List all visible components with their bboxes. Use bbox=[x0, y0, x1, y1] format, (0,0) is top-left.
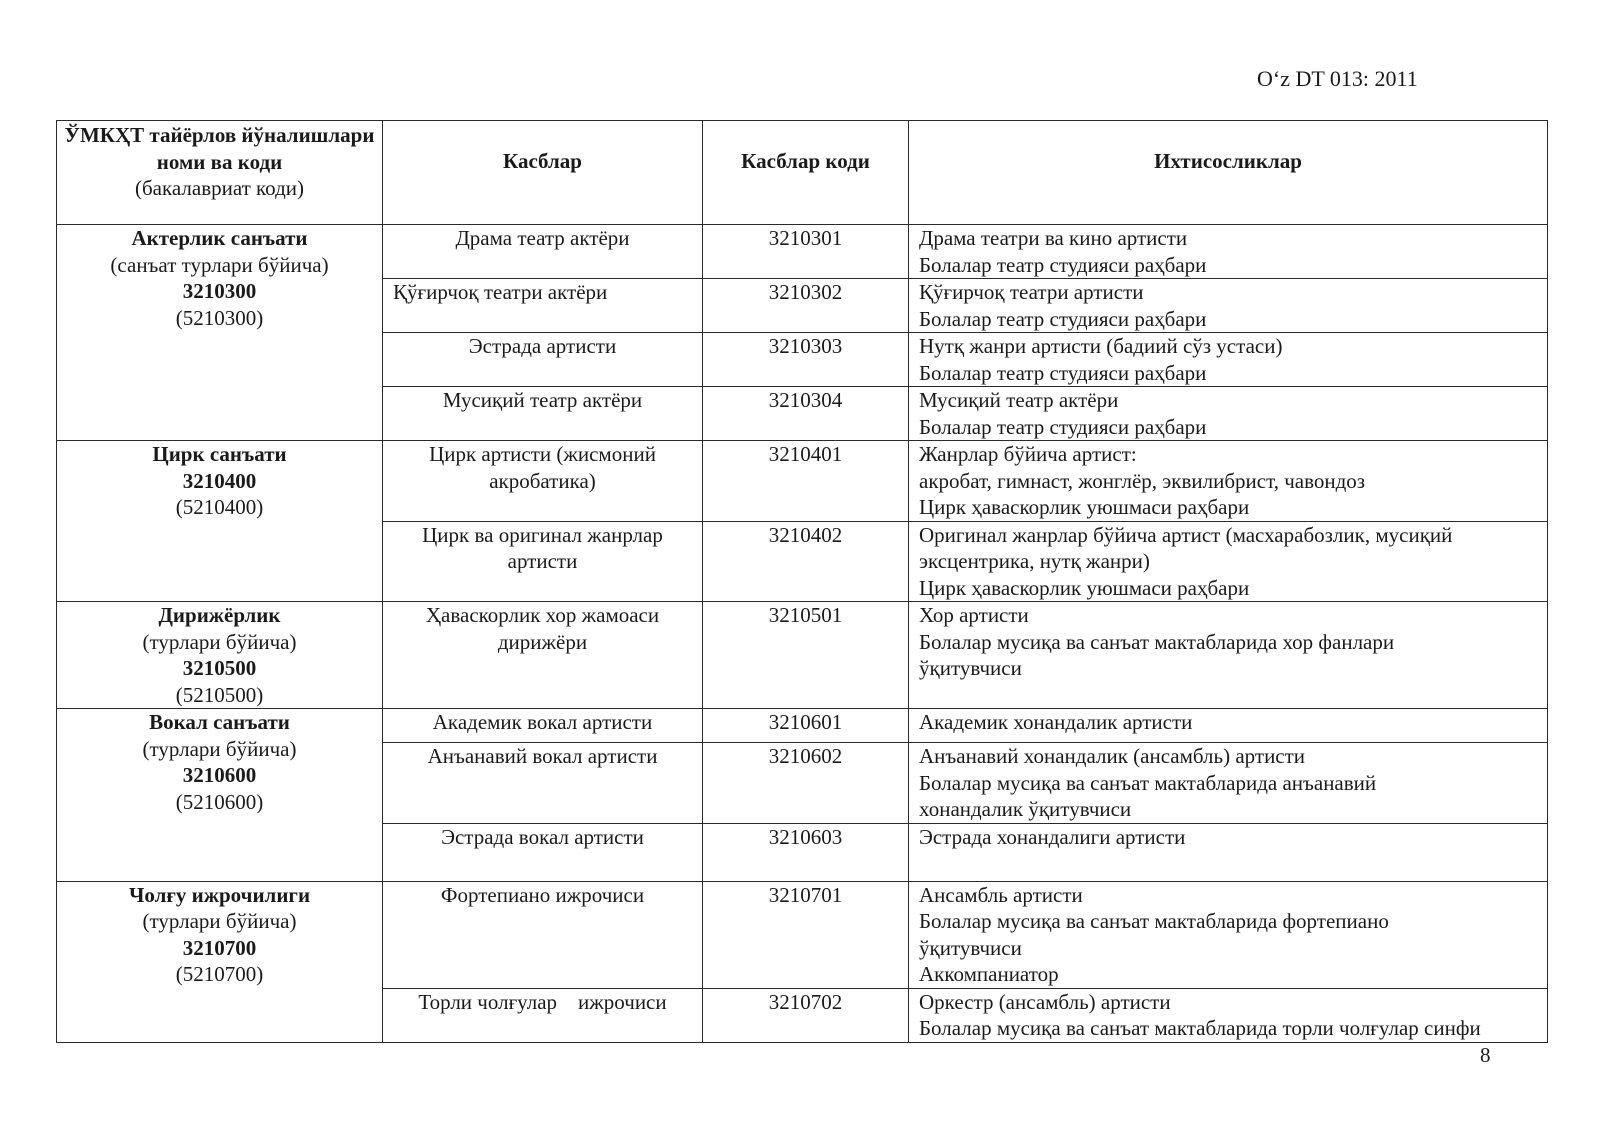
column-header-profession-code: Касблар коди bbox=[703, 121, 909, 225]
profession-cell: Драма театр актёри bbox=[383, 225, 703, 279]
direction-cell: Чолғу ижрочилиги (турлари бўйича) 3210700 (5210700) bbox=[57, 881, 383, 1042]
specialties-cell: Драма театри ва кино артисти Болалар театр студияси раҳбари bbox=[909, 225, 1548, 279]
profession-cell: Мусиқий театр актёри bbox=[383, 387, 703, 441]
column-header-direction: ЎМКҲТ тайёрлов йўналишлари номи ва коди (бакалавриат коди) bbox=[57, 121, 383, 225]
direction-cell: Вокал санъати (турлари бўйича) 3210600 (5210600) bbox=[57, 709, 383, 882]
profession-code-cell: 3210603 bbox=[703, 823, 909, 881]
table-row bbox=[57, 225, 1548, 279]
table-header-row bbox=[57, 121, 1548, 225]
specialties-cell: Ансамбль артисти Болалар мусиқа ва санъат мактабларида фортепиано ўқитувчиси Аккомпаниатор bbox=[909, 881, 1548, 988]
standard-code: O‘z DT 013: 2011 bbox=[1257, 66, 1418, 91]
profession-cell: Торли чолғулар ижрочиси bbox=[383, 988, 703, 1042]
direction-cell: Цирк санъати 3210400 (5210400) bbox=[57, 441, 383, 602]
profession-cell: Эстрада артисти bbox=[383, 333, 703, 387]
specialties-cell: Академик хонандалик артисти bbox=[909, 709, 1548, 743]
specialties-cell: Оригинал жанрлар бўйича артист (масхарабозлик, мусиқий эксцентрика, нутқ жанри) Цирк ҳаваскорлик уюшмаси раҳбари bbox=[909, 521, 1548, 602]
profession-code-cell: 3210302 bbox=[703, 279, 909, 333]
profession-cell: Эстрада вокал артисти bbox=[383, 823, 703, 881]
specialties-cell: Қўғирчоқ театри артисти Болалар театр студияси раҳбари bbox=[909, 279, 1548, 333]
profession-cell: Академик вокал артисти bbox=[383, 709, 703, 743]
table-row bbox=[57, 602, 1548, 709]
specialties-cell: Нутқ жанри артисти (бадиий сўз устаси) Болалар театр студияси раҳбари bbox=[909, 333, 1548, 387]
page-number: 8 bbox=[1480, 1043, 1491, 1067]
specialties-cell: Хор артисти Болалар мусиқа ва санъат мактабларида хор фанлари ўқитувчиси bbox=[909, 602, 1548, 709]
specialties-cell: Анъанавий хонандалик (ансамбль) артисти Болалар мусиқа ва санъат мактабларида анъанавий хонандалик ўқитувчиси bbox=[909, 743, 1548, 824]
specialties-cell: Мусиқий театр актёри Болалар театр студияси раҳбари bbox=[909, 387, 1548, 441]
profession-cell: Цирк ва оригинал жанрлар артисти bbox=[383, 521, 703, 602]
profession-cell: Ҳаваскорлик хор жамоаси дирижёри bbox=[383, 602, 703, 709]
direction-cell: Актерлик санъати (санъат турлари бўйича) 3210300 (5210300) bbox=[57, 225, 383, 441]
table-row bbox=[57, 441, 1548, 522]
specialties-cell: Эстрада хонандалиги артисти bbox=[909, 823, 1548, 881]
profession-cell: Цирк артисти (жисмоний акробатика) bbox=[383, 441, 703, 522]
profession-code-cell: 3210402 bbox=[703, 521, 909, 602]
profession-code-cell: 3210602 bbox=[703, 743, 909, 824]
direction-cell: Дирижёрлик (турлари бўйича) 3210500 (5210500) bbox=[57, 602, 383, 709]
specialties-cell: Жанрлар бўйича артист: акробат, гимнаст, жонглёр, эквилибрист, чавондоз Цирк ҳаваскорлик уюшмаси раҳбари bbox=[909, 441, 1548, 522]
profession-cell: Анъанавий вокал артисти bbox=[383, 743, 703, 824]
profession-cell: Фортепиано ижрочиси bbox=[383, 881, 703, 988]
profession-code-cell: 3210301 bbox=[703, 225, 909, 279]
profession-code-cell: 3210501 bbox=[703, 602, 909, 709]
professions-table bbox=[56, 120, 1548, 1043]
profession-code-cell: 3210702 bbox=[703, 988, 909, 1042]
profession-code-cell: 3210401 bbox=[703, 441, 909, 522]
table-row bbox=[57, 881, 1548, 988]
table-row bbox=[57, 709, 1548, 743]
profession-code-cell: 3210701 bbox=[703, 881, 909, 988]
profession-code-cell: 3210304 bbox=[703, 387, 909, 441]
profession-cell: Қўғирчоқ театри актёри bbox=[383, 279, 703, 333]
column-header-specialties: Ихтисосликлар bbox=[909, 121, 1548, 225]
profession-code-cell: 3210303 bbox=[703, 333, 909, 387]
profession-code-cell: 3210601 bbox=[703, 709, 909, 743]
specialties-cell: Оркестр (ансамбль) артисти Болалар мусиқа ва санъат мактабларида торли чолғулар синфи bbox=[909, 988, 1548, 1042]
column-header-professions: Касблар bbox=[383, 121, 703, 225]
